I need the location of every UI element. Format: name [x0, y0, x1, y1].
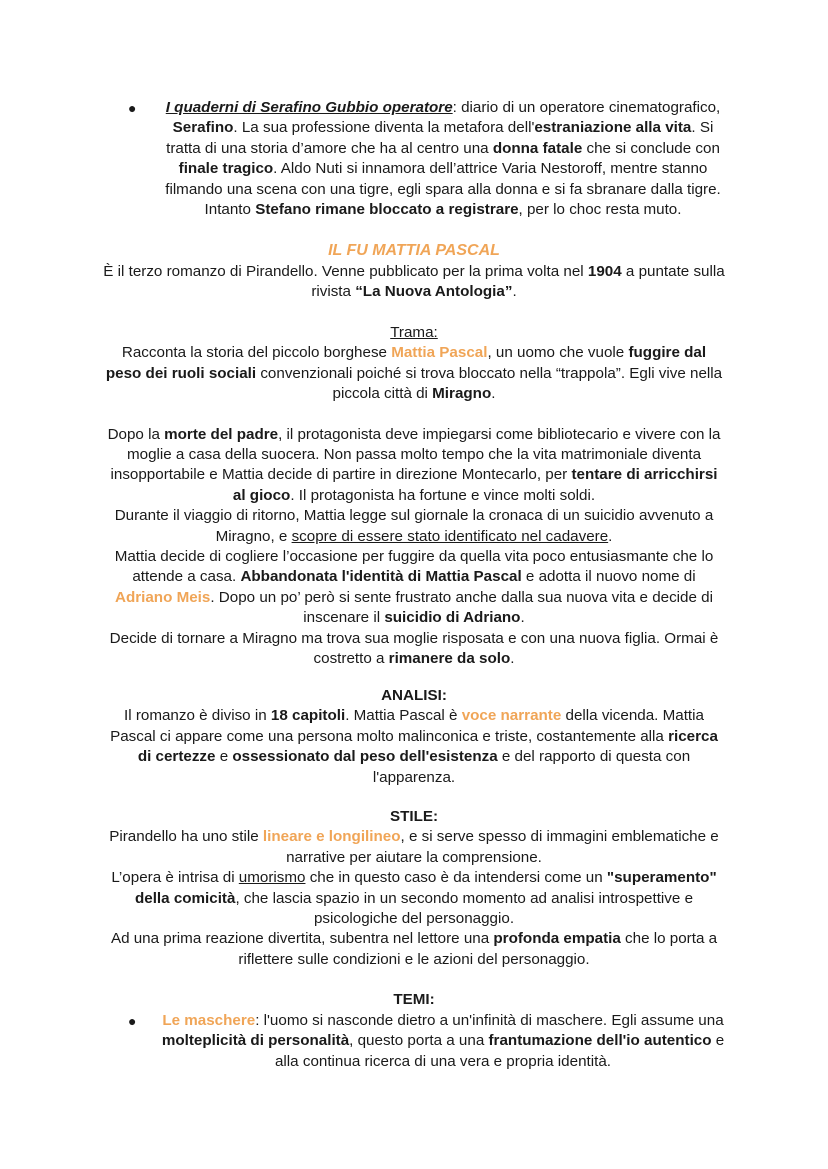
bold-text: al gioco [232, 486, 291, 504]
bold-text: Stefano rimane bloccato a registrare [255, 201, 519, 219]
bold-text: profonda empatia [493, 930, 621, 948]
highlight-text: lineare e longilineo [262, 828, 401, 846]
text: . Mattia Pascal è [345, 707, 462, 725]
intro-paragraph [96, 262, 732, 303]
highlight-text: Mattia Pascal [391, 344, 488, 362]
bold-text: ricerca [668, 727, 718, 745]
text: . Si [691, 119, 714, 137]
bold-text: Miragno [432, 385, 492, 403]
bold-text: Serafino [172, 119, 234, 137]
text: . La sua professione diventa la metafora dell' [233, 119, 535, 137]
bold-text: Abbandonata l'identità di Mattia Pascal [240, 568, 522, 586]
text: della vicenda. Mattia [561, 707, 704, 725]
text: costretto a [313, 650, 389, 668]
bold-text: ossessionato dal peso dell'esistenza [232, 748, 498, 766]
bold-text: frantumazione dell'io autentico [488, 1032, 712, 1050]
text: , che lascia spazio in un secondo momento ad analisi introspettive e [235, 889, 694, 907]
bold-text: fuggire dal [628, 344, 707, 362]
text: Intanto [204, 201, 256, 219]
bold-text: finale tragico [178, 160, 274, 178]
section-title: IL FU MATTIA PASCAL [328, 242, 500, 259]
underlined-text: scopre di essere stato identificato nel cadavere [291, 527, 609, 545]
text: attende a casa. [132, 568, 241, 586]
bold-text: "superamento" [606, 869, 717, 887]
text: e [215, 748, 233, 766]
text: che in questo caso è da intendersi come un [305, 869, 607, 887]
text: Durante il viaggio di ritorno, Mattia legge sul giornale la cronaca di un suicidio avvenuto a [114, 507, 714, 525]
text: narrative per aiutare la comprensione. [286, 848, 542, 866]
text: . [520, 609, 525, 627]
text: piccola città di [332, 385, 433, 403]
text: convenzionali poiché si trova bloccato nella “trappola”. Egli vive nella [256, 364, 723, 382]
highlight-text: Le maschere [162, 1012, 256, 1029]
text: . Dopo un po’ però si sente frustrato anche dalla sua nuova vita e decide di [210, 588, 713, 606]
text: , un uomo che vuole [487, 344, 629, 362]
text: Pirandello ha uno stile [109, 828, 263, 846]
text: e del rapporto di questa con [497, 748, 691, 766]
text: , questo porta a una [349, 1032, 489, 1050]
bold-text: molteplicità di personalità [161, 1032, 350, 1050]
book-title: I quaderni di Serafino Gubbio operatore [165, 99, 453, 116]
trama-section [96, 323, 732, 670]
text: Dopo la [107, 425, 165, 443]
bold-text: morte del padre [164, 425, 279, 443]
bold-text: “La Nuova Antologia” [355, 283, 513, 301]
text: insopportabile e Mattia decide di partire in direzione Montecarlo, per [110, 466, 572, 484]
bold-text: donna fatale [492, 139, 583, 157]
highlight-text: Adriano Meis [114, 588, 211, 606]
text: Miragno, e [215, 527, 292, 545]
text: È il terzo romanzo di Pirandello. Venne pubblicato per la prima volta nel [103, 263, 588, 280]
text: moglie a casa della suocera. Non passa molto tempo che la vita matrimoniale diventa [126, 446, 702, 464]
text: . Aldo Nuti si innamora dell’attrice Varia Nestoroff, mentre stanno [273, 160, 708, 178]
text: Racconta la storia del piccolo borghese [121, 344, 392, 362]
bullet-point: ● [128, 100, 137, 116]
text: e adotta il nuovo nome di [521, 568, 696, 586]
text: Mattia decide di cogliere l’occasione per fuggire da quella vita poco entusiasmante che lo [114, 548, 714, 566]
bold-text: della comicità [134, 889, 236, 907]
trama-heading: Trama: [390, 324, 438, 341]
bold-text: 18 capitoli [270, 707, 346, 725]
text: Ad una prima reazione divertita, subentra nel lettore una [110, 930, 494, 948]
text: : l'uomo si nasconde dietro a un'infinità di maschere. Egli assume una [255, 1012, 724, 1029]
text: psicologiche del personaggio. [313, 910, 515, 928]
text: Il romanzo è diviso in [124, 707, 271, 725]
text: tratta di una storia d’amore che ha al centro una [166, 139, 493, 157]
bold-text: estraniazione alla vita [534, 119, 692, 137]
text: Pascal ci appare come una persona molto malinconica e triste, costantemente alla [110, 727, 669, 745]
text: che si conclude con [582, 139, 720, 157]
bold-text: suicidio di Adriano [384, 609, 521, 627]
bold-text: rimanere da solo [388, 650, 511, 668]
text: alla continua ricerca di una vera e propria identità. [274, 1052, 611, 1070]
temi-heading: TEMI: [393, 991, 435, 1008]
analisi-heading: ANALISI: [381, 687, 447, 704]
text: L’opera è intrisa di [111, 869, 239, 887]
bullet-serafino [150, 98, 736, 220]
text: . [512, 283, 517, 301]
bold-text: di certezze [137, 748, 216, 766]
text: . Il protagonista ha fortune e vince molti soldi. [290, 486, 596, 504]
text: , il protagonista deve impiegarsi come bibliotecario e vivere con la [278, 425, 721, 443]
text: Decide di tornare a Miragno ma trova sua moglie risposata e con una nuova figlia. Ormai è [109, 629, 719, 647]
bold-text: tentare di arricchirsi [571, 466, 718, 484]
text: , per lo choc resta muto. [518, 201, 682, 219]
stile-heading: STILE: [389, 808, 439, 825]
text: . [608, 527, 613, 545]
analisi-section [96, 686, 732, 788]
text: riflettere sulle condizioni e le azioni del personaggio. [238, 950, 590, 968]
underlined-text: umorismo [238, 869, 306, 887]
bold-text: 1904 [587, 263, 622, 280]
bullet-point: ● [128, 1013, 137, 1029]
stile-section [96, 807, 732, 970]
text: che lo porta a [620, 930, 718, 948]
text: : diario di un operatore cinematografico, [452, 99, 721, 116]
text: e [711, 1032, 725, 1050]
text: a puntate sulla [621, 263, 725, 280]
text: filmando una scena con una tigre, egli spara alla donna e si fa sbranare dalla tigre. [165, 180, 721, 198]
bullet-maschere [150, 1011, 736, 1072]
text: inscenare il [303, 609, 385, 627]
text: , e si serve spesso di immagini emblematiche e [400, 828, 719, 846]
text: . [510, 650, 515, 668]
text: . [491, 385, 496, 403]
text: l'apparenza. [372, 768, 456, 786]
highlight-text: voce narrante [461, 707, 562, 725]
text: rivista [311, 283, 356, 301]
bold-text: peso dei ruoli sociali [105, 364, 257, 382]
